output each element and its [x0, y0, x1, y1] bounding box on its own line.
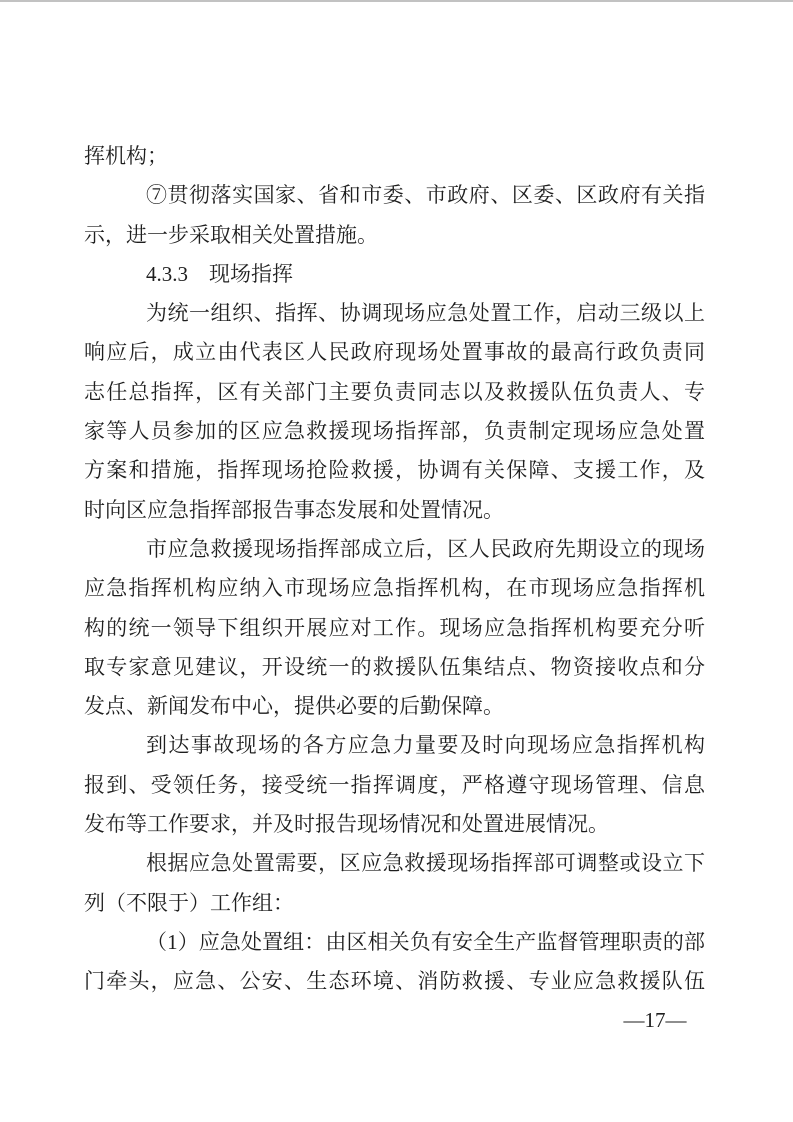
text-line: 市应急救援现场指挥部成立后，区人民政府先期设立的现场: [146, 536, 705, 561]
text-line: 时向区应急指挥部报告事态发展和处置情况。: [84, 497, 504, 522]
text-line: 根据应急处置需要，区应急救援现场指挥部可调整或设立下: [146, 851, 705, 876]
text-line: 志任总指挥，区有关部门主要负责同志以及救援队伍负责人、专: [84, 379, 705, 404]
text-line: 应急指挥机构应纳入市现场应急指挥机构，在市现场应急指挥机: [84, 576, 705, 601]
text-line: 示，进一步采取相关处置措施。: [84, 222, 378, 247]
text-line: 发点、新闻发布中心，提供必要的后勤保障。: [84, 694, 504, 719]
text-line: 为统一组织、指挥、协调现场应急处置工作，启动三级以上: [146, 301, 705, 326]
text-line: 报到、受领任务，接受统一指挥调度，严格遵守现场管理、信息: [84, 772, 705, 797]
scan-edge-artifact: [0, 0, 793, 2]
text-line: ⑦贯彻落实国家、省和市委、市政府、区委、区政府有关指: [146, 183, 705, 208]
text-line: 取专家意见建议，开设统一的救援队伍集结点、物资接收点和分: [84, 654, 705, 679]
text-line: （1）应急处置组：由区相关负有安全生产监督管理职责的部: [146, 929, 705, 954]
text-line: 门牵头，应急、公安、生态环境、消防救援、专业应急救援队伍: [84, 969, 705, 994]
text-line: 方案和措施，指挥现场抢险救援，协调有关保障、支援工作，及: [84, 458, 705, 483]
page-number: —17—: [623, 1008, 687, 1032]
text-line: 到达事故现场的各方应急力量要及时向现场应急指挥机构: [146, 733, 705, 758]
text-line: 发布等工作要求，并及时报告现场情况和处置进展情况。: [84, 812, 609, 837]
document-text-block: [84, 137, 705, 1002]
text-line: 家等人员参加的区应急救援现场指挥部，负责制定现场应急处置: [84, 419, 705, 444]
text-line: 构的统一领导下组织开展应对工作。现场应急指挥机构要充分听: [84, 615, 705, 640]
section-heading: 4.3.3 现场指挥: [146, 261, 293, 286]
text-line: 挥机构；: [84, 144, 168, 168]
text-line: 列（不限于）工作组：: [84, 890, 294, 915]
text-line: 响应后，成立由代表区人民政府现场处置事故的最高行政负责同: [84, 340, 705, 365]
